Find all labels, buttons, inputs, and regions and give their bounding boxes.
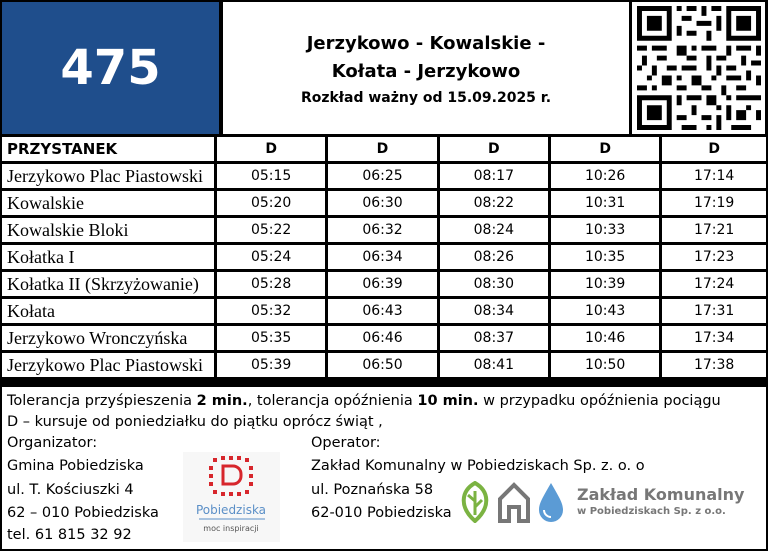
table-row	[2, 326, 766, 353]
departure-time: 10:43	[551, 299, 662, 326]
operator-label: Operator:	[311, 435, 381, 451]
stop-name: Jerzykowo Plac Piastowski	[2, 353, 217, 380]
table-row	[2, 218, 766, 245]
water-drop-icon	[536, 481, 566, 523]
departure-time: 10:26	[551, 164, 662, 191]
departure-time: 05:15	[217, 164, 328, 191]
zk-logo-text	[577, 485, 744, 517]
departure-time: 06:30	[328, 191, 439, 218]
route-number-box	[2, 2, 219, 134]
leaf-icon	[457, 481, 493, 523]
stop-name: Kołatka II (Skrzyżowanie)	[2, 272, 217, 299]
column-header-day: D	[662, 137, 766, 164]
departure-time: 06:25	[328, 164, 439, 191]
qr-code-icon	[637, 6, 761, 130]
stop-name: Kołatka I	[2, 245, 217, 272]
footer-info	[2, 387, 766, 549]
departure-time: 08:24	[440, 218, 551, 245]
departure-time: 05:32	[217, 299, 328, 326]
table-header-row	[2, 137, 766, 164]
organizer-city: 62 – 010 Pobiedziska	[7, 505, 159, 521]
table-row	[2, 191, 766, 218]
departure-time: 06:50	[328, 353, 439, 380]
tolerance-early-value: 2 min.	[196, 393, 248, 409]
departure-time: 10:50	[551, 353, 662, 380]
departure-time: 08:37	[440, 326, 551, 353]
departure-time: 05:35	[217, 326, 328, 353]
departure-time: 06:32	[328, 218, 439, 245]
departure-time: 06:43	[328, 299, 439, 326]
tolerance-note	[7, 393, 721, 409]
zk-logo-subtitle: w Pobiedziskach Sp. z o.o.	[577, 506, 726, 517]
departure-time: 10:31	[551, 191, 662, 218]
zk-logo-title: Zakład Komunalny	[577, 485, 745, 504]
departure-time: 05:39	[217, 353, 328, 380]
stop-name: Kowalskie	[2, 191, 217, 218]
departure-time: 17:19	[662, 191, 766, 218]
departure-time: 08:22	[440, 191, 551, 218]
departure-time: 08:30	[440, 272, 551, 299]
departure-time: 17:14	[662, 164, 766, 191]
departure-time: 05:20	[217, 191, 328, 218]
departure-time: 08:41	[440, 353, 551, 380]
table-row	[2, 353, 766, 380]
departure-time: 05:24	[217, 245, 328, 272]
departure-time: 10:33	[551, 218, 662, 245]
operator-name: Zakład Komunalny w Pobiedziskach Sp. z. o. o	[311, 458, 645, 474]
table-row	[2, 299, 766, 326]
pobiedziska-logo-icon	[183, 452, 280, 542]
legend-note: D – kursuje od poniedziałku do piątku oprócz świąt ,	[7, 414, 383, 430]
departure-time: 17:21	[662, 218, 766, 245]
qr-box	[632, 2, 765, 134]
departure-time: 17:31	[662, 299, 766, 326]
departure-time: 10:39	[551, 272, 662, 299]
stop-name: Jerzykowo Wronczyńska	[2, 326, 217, 353]
organizer-name: Gmina Pobiedziska	[7, 458, 144, 474]
departure-time: 17:34	[662, 326, 766, 353]
departure-time: 05:28	[217, 272, 328, 299]
column-header-stop: PRZYSTANEK	[2, 137, 217, 164]
route-title: Jerzykowo - Kowalskie - Kołata - Jerzykowo	[306, 33, 546, 82]
operator-city: 62-010 Pobiedziska	[311, 505, 452, 521]
column-header-day: D	[217, 137, 328, 164]
departure-time: 08:17	[440, 164, 551, 191]
column-header-day: D	[440, 137, 551, 164]
departure-time: 05:22	[217, 218, 328, 245]
svg-text:moc inspiracji: moc inspiracji	[203, 524, 259, 533]
departure-time: 06:39	[328, 272, 439, 299]
organizer-street: ul. T. Kościuszki 4	[7, 482, 134, 498]
stop-name: Kołata	[2, 299, 217, 326]
operator-street: ul. Poznańska 58	[311, 482, 434, 498]
svg-text:Pobiedziska: Pobiedziska	[195, 503, 267, 517]
table-row	[2, 245, 766, 272]
departure-time: 17:23	[662, 245, 766, 272]
organizer-label: Organizator:	[7, 435, 98, 451]
tolerance-late-value: 10 min.	[417, 393, 479, 409]
organizer-phone: tel. 61 815 32 92	[7, 527, 132, 543]
departure-time: 17:38	[662, 353, 766, 380]
departure-time: 08:26	[440, 245, 551, 272]
route-header	[223, 2, 629, 134]
timetable	[2, 137, 766, 380]
column-header-day: D	[551, 137, 662, 164]
pobiedziska-logo	[183, 452, 280, 542]
stop-name: Kowalskie Bloki	[2, 218, 217, 245]
table-row	[2, 164, 766, 191]
route-number: 475	[60, 40, 161, 96]
departure-time: 06:46	[328, 326, 439, 353]
house-icon	[497, 481, 531, 523]
departure-time: 06:34	[328, 245, 439, 272]
tolerance-text: Tolerancja przyśpieszenia	[7, 393, 197, 409]
departure-time: 10:35	[551, 245, 662, 272]
table-row	[2, 272, 766, 299]
departure-time: 17:24	[662, 272, 766, 299]
departure-time: 08:34	[440, 299, 551, 326]
column-header-day: D	[328, 137, 439, 164]
departure-time: 10:46	[551, 326, 662, 353]
tolerance-text: , tolerancja opóźnienia	[247, 393, 418, 409]
tolerance-text: w przypadku opóźnienia pociągu	[478, 393, 721, 409]
stop-name: Jerzykowo Plac Piastowski	[2, 164, 217, 191]
validity-text: Rozkład ważny od 15.09.2025 r.	[300, 90, 552, 106]
